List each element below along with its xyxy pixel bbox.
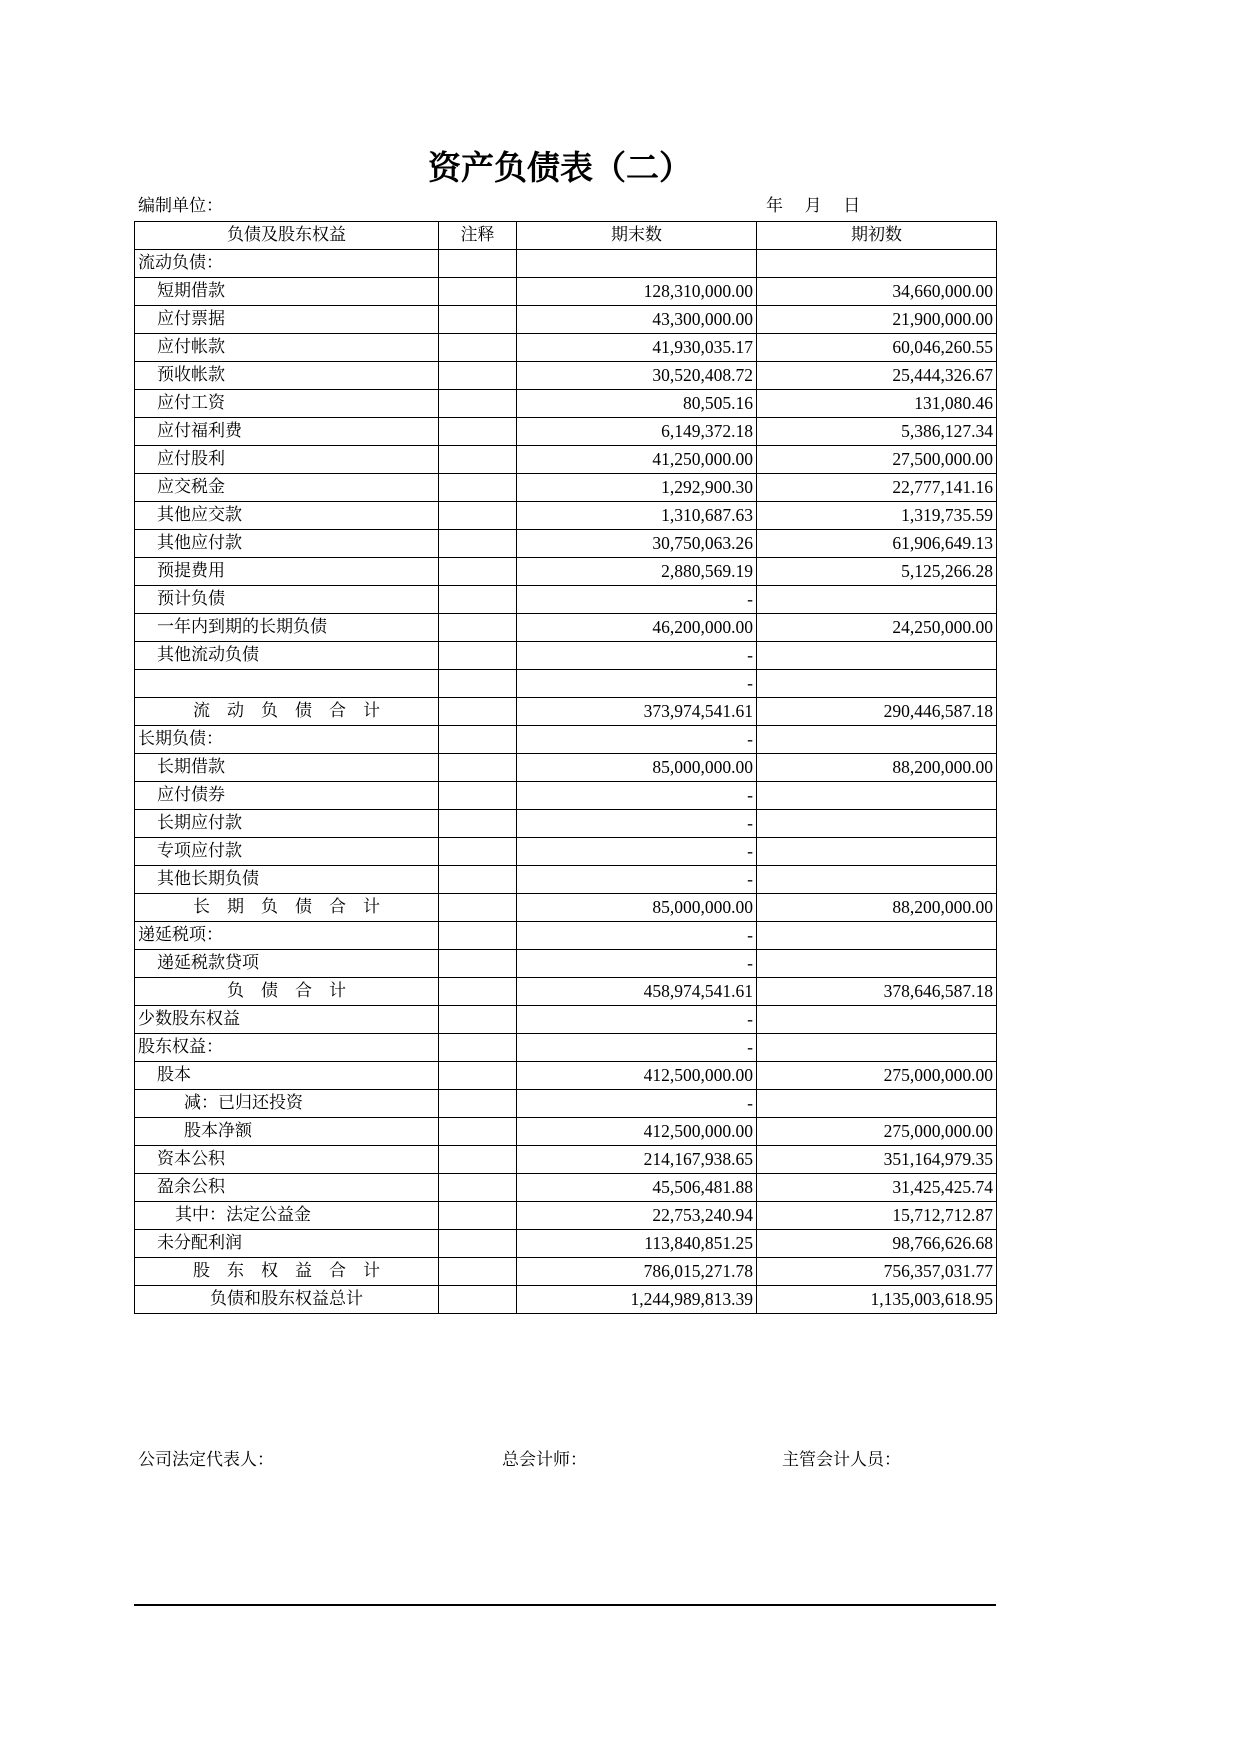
period-begin-value: 98,766,626.68 [757,1230,997,1258]
table-row [135,810,997,838]
period-begin-value [757,1034,997,1062]
row-label: 应交税金 [135,474,439,502]
row-note [439,1258,517,1286]
period-begin-value: 24,250,000.00 [757,614,997,642]
row-label: 其他应交款 [135,502,439,530]
period-begin-value: 60,046,260.55 [757,334,997,362]
table-row [135,446,997,474]
row-label: 盈余公积 [135,1174,439,1202]
row-label: 专项应付款 [135,838,439,866]
row-label: 其他长期负债 [135,866,439,894]
row-note [439,558,517,586]
row-note [439,502,517,530]
row-note [439,474,517,502]
row-note [439,782,517,810]
period-end-value: 85,000,000.00 [517,894,757,922]
period-end-value: 41,930,035.17 [517,334,757,362]
table-row [135,418,997,446]
period-end-value: 458,974,541.61 [517,978,757,1006]
table-row [135,1286,997,1314]
period-begin-value: 5,125,266.28 [757,558,997,586]
table-row [135,278,997,306]
row-note [439,922,517,950]
period-end-value: 214,167,938.65 [517,1146,757,1174]
table-row [135,1062,997,1090]
period-begin-value: 61,906,649.13 [757,530,997,558]
chief-accountant-label: 总会计师： [502,1450,587,1470]
row-note [439,642,517,670]
row-note [439,278,517,306]
row-label: 递延税项： [135,922,439,950]
period-end-value: 373,974,541.61 [517,698,757,726]
table-row [135,950,997,978]
table-row [135,838,997,866]
period-begin-value [757,922,997,950]
table-row [135,586,997,614]
row-note [439,418,517,446]
row-label: 应付福利费 [135,418,439,446]
row-label: 应付股利 [135,446,439,474]
row-note [439,1090,517,1118]
period-end-value: - [517,810,757,838]
row-note [439,1286,517,1314]
table-row [135,530,997,558]
row-label: 应付帐款 [135,334,439,362]
period-end-value: - [517,642,757,670]
table-row [135,362,997,390]
period-end-value [517,250,757,278]
table-row [135,642,997,670]
header-note: 注释 [439,222,517,250]
row-note [439,838,517,866]
period-begin-value [757,1006,997,1034]
row-label [135,670,439,698]
row-label: 未分配利润 [135,1230,439,1258]
period-begin-value: 131,080.46 [757,390,997,418]
table-row [135,726,997,754]
row-label: 短期借款 [135,278,439,306]
row-note [439,866,517,894]
table-row [135,782,997,810]
period-begin-value [757,866,997,894]
period-begin-value [757,250,997,278]
period-end-value: 412,500,000.00 [517,1062,757,1090]
period-end-value: 1,292,900.30 [517,474,757,502]
period-begin-value: 21,900,000.00 [757,306,997,334]
table-row [135,1202,997,1230]
row-note [439,250,517,278]
period-end-value: 45,506,481.88 [517,1174,757,1202]
period-end-value: 43,300,000.00 [517,306,757,334]
row-note [439,614,517,642]
preparer-unit-label: 编制单位： [138,196,223,216]
period-end-value: - [517,922,757,950]
period-begin-value: 5,386,127.34 [757,418,997,446]
period-begin-value [757,670,997,698]
row-label: 预计负债 [135,586,439,614]
period-begin-value: 88,200,000.00 [757,894,997,922]
header-period-end: 期末数 [517,222,757,250]
period-end-value: - [517,1006,757,1034]
row-note [439,1062,517,1090]
period-begin-value: 275,000,000.00 [757,1118,997,1146]
table-row [135,1146,997,1174]
bottom-divider [134,1604,996,1606]
table-row [135,754,997,782]
table-row [135,250,997,278]
period-end-value: - [517,866,757,894]
table-body [135,250,997,1314]
row-label: 股本 [135,1062,439,1090]
period-end-value: 80,505.16 [517,390,757,418]
row-note [439,530,517,558]
period-end-value: 1,244,989,813.39 [517,1286,757,1314]
row-label: 其他应付款 [135,530,439,558]
period-end-value: - [517,670,757,698]
period-end-value: - [517,1090,757,1118]
row-note [439,698,517,726]
period-begin-value: 378,646,587.18 [757,978,997,1006]
row-label: 预提费用 [135,558,439,586]
table-row [135,1174,997,1202]
period-begin-value [757,586,997,614]
table-row [135,894,997,922]
row-note [439,390,517,418]
table-row [135,922,997,950]
period-begin-value: 22,777,141.16 [757,474,997,502]
row-label: 长期应付款 [135,810,439,838]
row-note [439,586,517,614]
row-label: 其中：法定公益金 [135,1202,439,1230]
row-label: 一年内到期的长期负债 [135,614,439,642]
row-note [439,1006,517,1034]
table-row [135,1006,997,1034]
table-row [135,614,997,642]
period-end-value: 412,500,000.00 [517,1118,757,1146]
table-row [135,474,997,502]
row-note [439,670,517,698]
period-end-value: - [517,726,757,754]
row-note [439,1034,517,1062]
table-row [135,978,997,1006]
period-begin-value: 88,200,000.00 [757,754,997,782]
row-label: 负 债 合 计 [135,978,439,1006]
period-begin-value: 34,660,000.00 [757,278,997,306]
period-end-value: - [517,586,757,614]
period-begin-value: 1,135,003,618.95 [757,1286,997,1314]
table-row [135,1118,997,1146]
period-begin-value: 275,000,000.00 [757,1062,997,1090]
row-label: 长期负债： [135,726,439,754]
table-row [135,698,997,726]
table-row [135,558,997,586]
row-label: 股 东 权 益 合 计 [135,1258,439,1286]
row-note [439,1118,517,1146]
period-end-value: 85,000,000.00 [517,754,757,782]
period-begin-value: 1,319,735.59 [757,502,997,530]
period-begin-value: 15,712,712.87 [757,1202,997,1230]
row-label: 其他流动负债 [135,642,439,670]
period-begin-value: 756,357,031.77 [757,1258,997,1286]
period-begin-value: 31,425,425.74 [757,1174,997,1202]
row-label: 少数股东权益 [135,1006,439,1034]
table-row [135,866,997,894]
row-label: 流 动 负 债 合 计 [135,698,439,726]
period-begin-value: 351,164,979.35 [757,1146,997,1174]
period-begin-value [757,950,997,978]
row-note [439,1146,517,1174]
period-end-value: - [517,950,757,978]
row-note [439,1202,517,1230]
row-label: 长 期 负 债 合 计 [135,894,439,922]
period-end-value: - [517,1034,757,1062]
row-note [439,950,517,978]
period-end-value: 128,310,000.00 [517,278,757,306]
row-label: 股本净额 [135,1118,439,1146]
table-row [135,1258,997,1286]
row-note [439,1230,517,1258]
period-begin-value [757,810,997,838]
period-end-value: 30,520,408.72 [517,362,757,390]
table-row [135,1230,997,1258]
row-label: 递延税款贷项 [135,950,439,978]
row-label: 长期借款 [135,754,439,782]
row-label: 应付工资 [135,390,439,418]
row-label: 应付票据 [135,306,439,334]
period-end-value: 41,250,000.00 [517,446,757,474]
row-note [439,334,517,362]
row-note [439,894,517,922]
period-end-value: 786,015,271.78 [517,1258,757,1286]
row-note [439,1174,517,1202]
row-note [439,810,517,838]
period-begin-value [757,838,997,866]
row-note [439,446,517,474]
header-item: 负债及股东权益 [135,222,439,250]
balance-sheet-table [134,221,997,1314]
period-end-value: - [517,838,757,866]
row-label: 减：已归还投资 [135,1090,439,1118]
row-label: 负债和股东权益总计 [135,1286,439,1314]
row-label: 预收帐款 [135,362,439,390]
period-begin-value [757,726,997,754]
row-label: 资本公积 [135,1146,439,1174]
table-row [135,1090,997,1118]
table-header-row [135,222,997,250]
period-begin-value [757,1090,997,1118]
period-begin-value: 27,500,000.00 [757,446,997,474]
period-begin-value [757,642,997,670]
date-label: 年 月 日 [766,196,861,216]
period-begin-value: 25,444,326.67 [757,362,997,390]
row-note [439,726,517,754]
period-end-value: 46,200,000.00 [517,614,757,642]
period-end-value: 22,753,240.94 [517,1202,757,1230]
legal-representative-label: 公司法定代表人： [138,1450,274,1470]
period-end-value: 1,310,687.63 [517,502,757,530]
table-row [135,334,997,362]
period-end-value: - [517,782,757,810]
table-row [135,306,997,334]
table-row [135,1034,997,1062]
period-begin-value: 290,446,587.18 [757,698,997,726]
row-label: 流动负债： [135,250,439,278]
accountant-in-charge-label: 主管会计人员： [782,1450,901,1470]
period-end-value: 6,149,372.18 [517,418,757,446]
header-period-begin: 期初数 [757,222,997,250]
row-note [439,362,517,390]
row-note [439,978,517,1006]
row-note [439,306,517,334]
table-row [135,390,997,418]
page-title: 资产负债表（二） [428,148,692,187]
table-row [135,502,997,530]
row-label: 股东权益： [135,1034,439,1062]
period-end-value: 30,750,063.26 [517,530,757,558]
period-end-value: 113,840,851.25 [517,1230,757,1258]
row-label: 应付债券 [135,782,439,810]
period-begin-value [757,782,997,810]
row-note [439,754,517,782]
table-row [135,670,997,698]
period-end-value: 2,880,569.19 [517,558,757,586]
